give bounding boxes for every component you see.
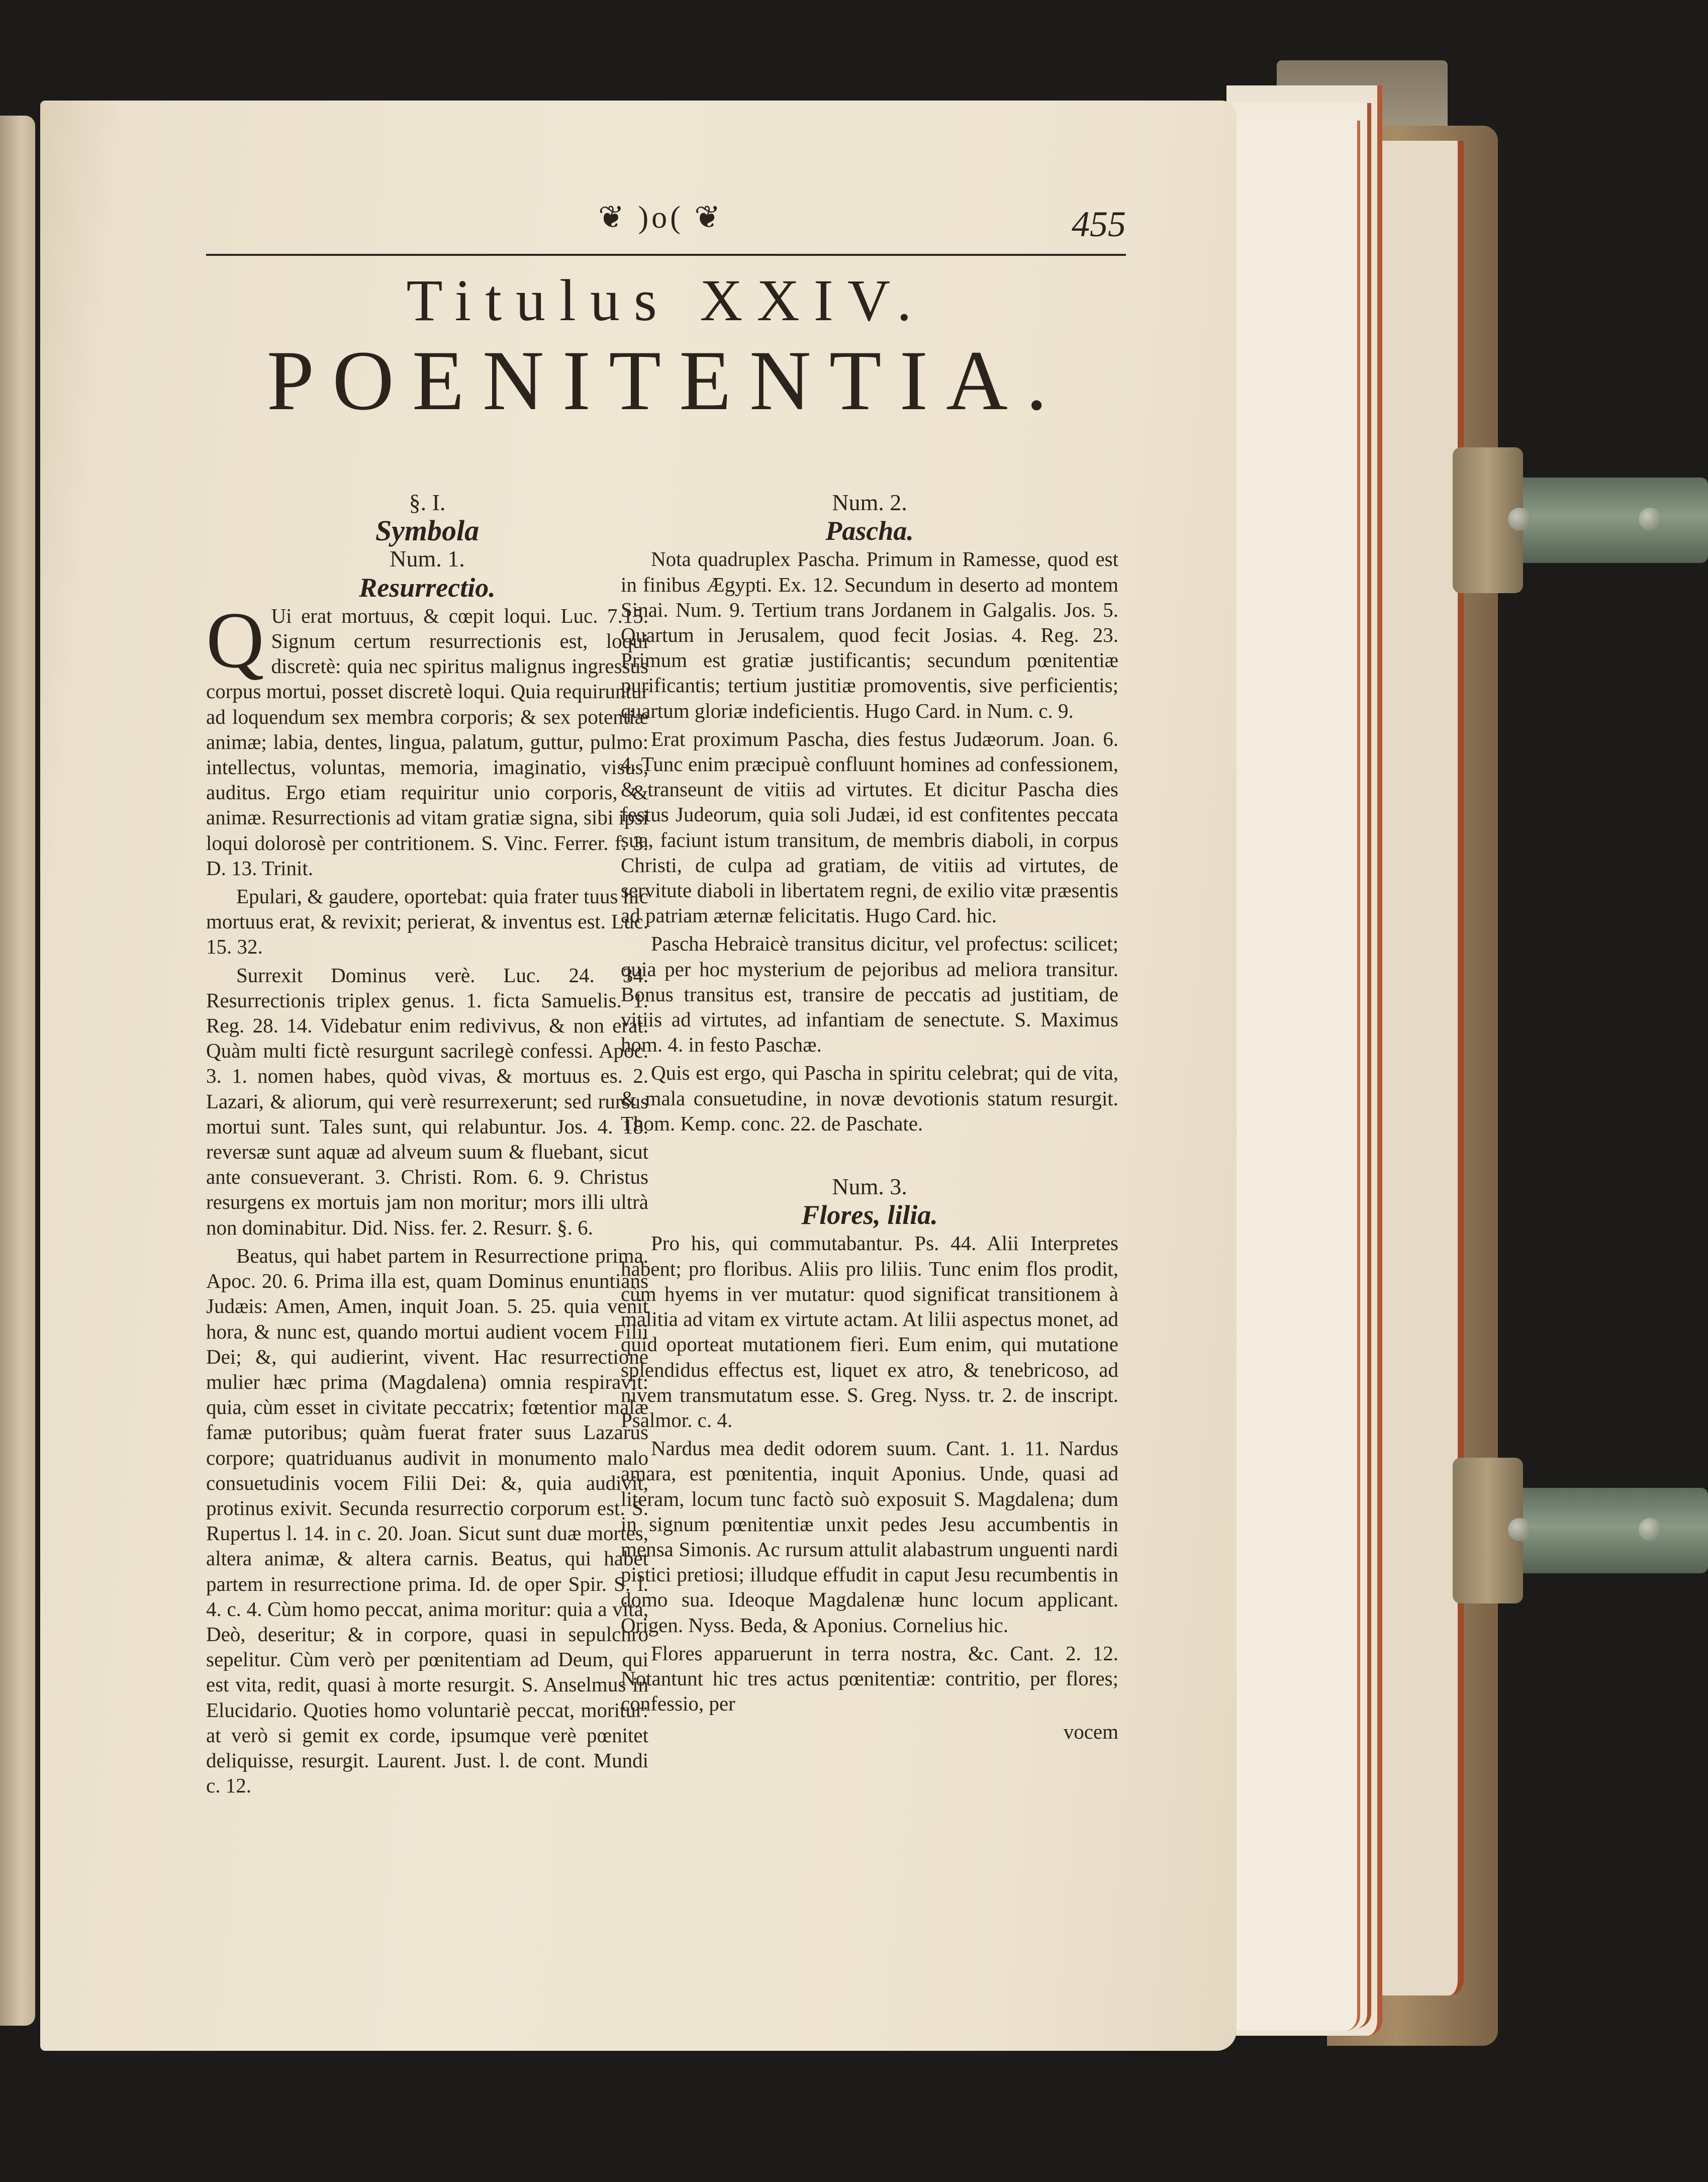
num-label: Num. 2. [832, 490, 907, 515]
facing-page-edge [0, 116, 35, 2026]
catchword: vocem [1063, 1720, 1118, 1744]
paragraph: Surrexit Dominus verè. Luc. 24. 34. Resurrectionis triplex genus. 1. ficta Samuelis. 1. Reg. 28. 14. Videbatur enim redivivus, & non erat. Quàm multi fictè resurgunt sacrilegè confessi. Apoc. 3. 1. nomen habes, quòd vivas, & mortuus es. 2. Lazari, & aliorum, qui verè resurrexerunt; sed rursus mortui sunt. Tales sunt, qui relabuntur. Jos. 4. 18. reversæ sunt aquæ ad alveum suum & fluebant, sicut ante consueverant. 3. Christi. Rom. 6. 9. Christus resurgens ex mortuis jam non moritur; mors illi ultrà non dominabitur. Did. Niss. fer. 2. Resurr. §. 6. [206, 963, 648, 1239]
spacer [621, 1139, 1118, 1174]
num-label: Num. 3. [832, 1174, 907, 1200]
rivet [1639, 508, 1662, 531]
paragraph: Pascha Hebraicè transitus dicitur, vel profectus: scilicet; quia per hoc mysterium de pejoribus ad meliora transitur. Bonus transitus est, transire de peccatis ad justitiam, de vitiis ad virtutes, ad infantiam de senectute. S. Maximus hom. 4. in festo Paschæ. [621, 932, 1118, 1057]
num-title: Flores, lilia. [801, 1200, 938, 1230]
paragraph: Beatus, qui habet partem in Resurrectione prima. Apoc. 20. 6. Prima illa est, quam Dominus enuntians Judæis: Amen, Amen, inquit Joan. 5. 25. quia venit hora, & nunc est, quando mortui audient vocem Filii Dei; &, qui audierint, vivent. Hac resurrectione mulier hæc prima (Magdalena) omnia respiravit: quia, cùm esset in civitate peccatrix; fœtentior malæ famæ putoribus; quàm fuerat frater suus Lazarus corpore; quatriduanus audivit in monumento malo consuetudinis vocem Filii Dei: &, quia audivit, protinus exivit. Secunda resurrectio corporum est. S. Rupertus l. 14. in c. 20. Joan. Sicut sunt duæ mortes, altera animæ, & altera carnis. Beatus, qui habet partem in resurrectione prima. Id. de oper Spir. S. l. 4. c. 4. Cùm homo peccat, anima moritur: quia a vita, Deò, deseritur; & in corpore, quasi in sepulchro sepelitur. Cùm verò per pœnitentiam ad Deum, qui est vita, redit, quasi à morte resurgit. S. Anselmus in Elucidario. Quoties homo voluntariè peccat, moritur: at verò si gemit ex corde, ipsumque verè pœnitet deliquisse, resurgit. Laurent. Just. l. de cont. Mundi c. 12. [206, 1244, 648, 1797]
rivet [1508, 508, 1531, 531]
titulus-heading: Titulus XXIV. [406, 267, 926, 333]
paragraph-text: Ui erat mortuus, & cœpit loqui. Luc. 7.15. Signum certum resurrectionis est, loqui discretè: quia nec spiritus malignus ingressus corpus mortui, posset discretè loqui. Quia requiruntur ad loquendum sex membra corporis; & sex potentiæ animæ; labia, dentes, lingua, palatum, guttur, pulmo: intellectus, voluntas, memoria, imaginatio, visus, auditus. Ergo etiam requiritur unio corporis, & animæ. Resurrectionis ad vitam gratiæ signa, sibi ipsi loqui dolorosè per contritionem. S. Vinc. Ferrer. f. 3. D. 13. Trinit. [206, 604, 648, 880]
paragraph: Pro his, qui commutabantur. Ps. 44. Alii Interpretes habent; pro floribus. Aliis pro liliis. Tunc enim flos prodit, cùm hyems in ver mutatur: quod significat transitionem à malitia ad vitam ex virtute actam. At lilii aspectus monet, ad quid oporteat mutationem fieri. Eum enim, qui mutatione splendidus effectus est, liquet ex atro, & tenebricoso, ad nivem transmutatum esse. S. Greg. Nyss. tr. 2. de inscript. Psalmor. c. 4. [621, 1231, 1118, 1432]
paragraph: Nardus mea dedit odorem suum. Cant. 1. 11. Nardus amara, est pœnitentia, inquit Aponius. Unde, quasi ad literam, locum tunc factò suò exposuit S. Magdalena; dum in signum pœnitentiæ unxit pedes Jesu accumbentis in mensa Simonis. Ac rursum attulit alabastrum unguenti nardi pistici pretiosi; illudque effudit in caput Jesu recumbentis in domo sua. Ideoque Magdalenæ hunc locum applicant. Origen. Nyss. Beda, & Aponius. Cornelius hic. [621, 1437, 1118, 1637]
paragraph: Nota quadruplex Pascha. Primum in Ramesse, quod est in finibus Ægypti. Ex. 12. Secundum in deserto ad montem Sinai. Num. 9. Tertium trans Jordanem in Galgalis. Jos. 5. Quartum in Jerusalem, quod fecit Josias. 4. Reg. 23. Primum est gratiæ justificantis; secundum pœnitentiæ purificantis; tertium justitiæ promoventis, sive perficientis; quartum gloriæ indeficientis. Hugo Card. in Num. c. 9. [621, 547, 1118, 722]
ornament-fleuron: ❦ )o( ❦ [598, 201, 724, 235]
page-number: 455 [1072, 204, 1126, 244]
num-label: Num. 1. [390, 546, 465, 572]
paragraph [206, 595, 648, 881]
paragraph: Quis est ergo, qui Pascha in spiritu celebrat; qui de vita, & mala consuetudine, in novæ devotionis statum resurgit. Thom. Kemp. conc. 22. de Paschate. [621, 1061, 1118, 1135]
page-title: POENITENTIA. [266, 333, 1066, 428]
section-number: §. I. [409, 490, 446, 515]
left-column [206, 490, 648, 1801]
rivet [1508, 1518, 1531, 1541]
book-page [40, 101, 1237, 2051]
paragraph: Flores apparuerunt in terra nostra, &c. Cant. 2. 12. Notantunt hic tres actus pœnitentiæ: contritio, per flores; confessio, per [621, 1641, 1118, 1716]
running-head [206, 199, 1126, 256]
upper-clasp [1488, 478, 1708, 563]
paragraph: Epulari, & gaudere, oportebat: quia frater tuus hic mortuus erat, & revixit; perierat, & inventus est. Luc. 15. 32. [206, 885, 648, 959]
lower-clasp [1488, 1488, 1708, 1573]
num-title: Resurrectio. [359, 572, 496, 603]
num-title: Pascha. [825, 516, 914, 546]
drop-capital: Q [206, 595, 264, 685]
right-column [621, 490, 1118, 1748]
section-title: Symbola [375, 514, 480, 547]
paragraph: Erat proximum Pascha, dies festus Judæorum. Joan. 6. 4. Tunc enim præcipuè confluunt homines ad confessionem, & transeunt de vitiis ad virtutes. Et dicitur Pascha dies festus Judeorum, quia soli Judæi, id est confitentes peccata sua, faciunt istum transitum, de membris diaboli, in corpus Christi, de culpa ad gratiam, de vitiis ad virtutes, de servitute diaboli in libertatem regni, de exilio vitæ præsentis ad patriam æternæ felicitatis. Hugo Card. hic. [621, 727, 1118, 927]
rivet [1639, 1518, 1662, 1541]
